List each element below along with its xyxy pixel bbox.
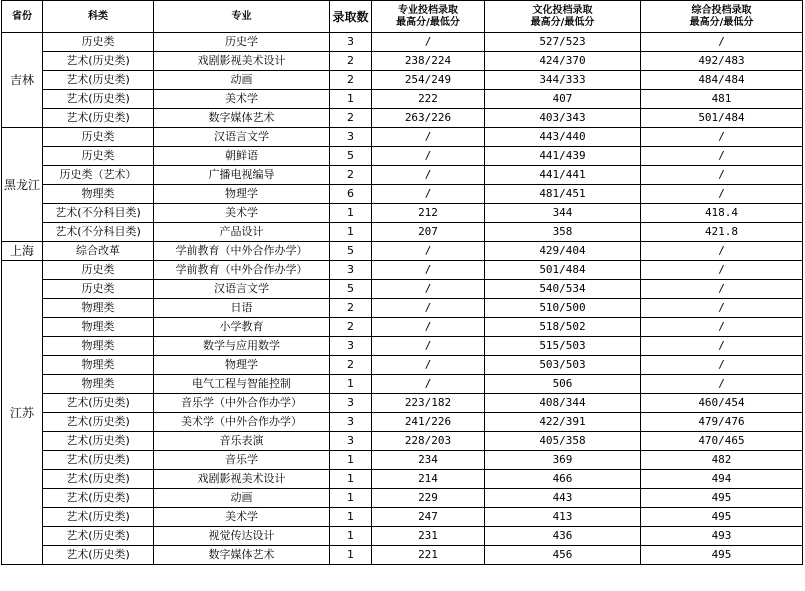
cell-category: 物理类 bbox=[43, 337, 154, 356]
cell-cultural-score: 510/500 bbox=[485, 299, 641, 318]
cell-category: 艺术(历史类) bbox=[43, 109, 154, 128]
table-row bbox=[2, 166, 803, 185]
cell-professional-score: 214 bbox=[372, 470, 485, 489]
cell-category: 艺术(历史类) bbox=[43, 394, 154, 413]
table-row bbox=[2, 299, 803, 318]
cell-major: 音乐学 bbox=[154, 451, 330, 470]
cell-comprehensive-score: 470/465 bbox=[641, 432, 803, 451]
table-row bbox=[2, 432, 803, 451]
cell-professional-score: 254/249 bbox=[372, 71, 485, 90]
cell-count: 1 bbox=[330, 527, 372, 546]
cell-cultural-score: 503/503 bbox=[485, 356, 641, 375]
cell-major: 音乐表演 bbox=[154, 432, 330, 451]
table-row bbox=[2, 413, 803, 432]
cell-count: 3 bbox=[330, 432, 372, 451]
cell-province: 江苏 bbox=[2, 261, 43, 565]
cell-category: 艺术(历史类) bbox=[43, 508, 154, 527]
cell-cultural-score: 481/451 bbox=[485, 185, 641, 204]
cell-category: 艺术(历史类) bbox=[43, 489, 154, 508]
cell-professional-score: 207 bbox=[372, 223, 485, 242]
cell-professional-score: / bbox=[372, 261, 485, 280]
cell-count: 2 bbox=[330, 356, 372, 375]
cell-major: 汉语言文学 bbox=[154, 128, 330, 147]
cell-cultural-score: 424/370 bbox=[485, 52, 641, 71]
table-row bbox=[2, 318, 803, 337]
table-row bbox=[2, 52, 803, 71]
cell-professional-score: 234 bbox=[372, 451, 485, 470]
cell-cultural-score: 408/344 bbox=[485, 394, 641, 413]
cell-cultural-score: 344/333 bbox=[485, 71, 641, 90]
cell-major: 戏剧影视美术设计 bbox=[154, 52, 330, 71]
cell-professional-score: 221 bbox=[372, 546, 485, 565]
table-row bbox=[2, 261, 803, 280]
cell-major: 小学教育 bbox=[154, 318, 330, 337]
cell-category: 艺术(不分科目类) bbox=[43, 204, 154, 223]
table-row bbox=[2, 33, 803, 52]
header-comprehensive-score: 综合投档录取 最高分/最低分 bbox=[641, 1, 803, 33]
cell-category: 艺术(历史类) bbox=[43, 413, 154, 432]
cell-comprehensive-score: / bbox=[641, 185, 803, 204]
cell-count: 3 bbox=[330, 394, 372, 413]
cell-count: 5 bbox=[330, 280, 372, 299]
cell-major: 戏剧影视美术设计 bbox=[154, 470, 330, 489]
cell-cultural-score: 344 bbox=[485, 204, 641, 223]
cell-cultural-score: 413 bbox=[485, 508, 641, 527]
cell-category: 历史类（艺术） bbox=[43, 166, 154, 185]
cell-professional-score: / bbox=[372, 33, 485, 52]
cell-category: 历史类 bbox=[43, 280, 154, 299]
cell-professional-score: / bbox=[372, 166, 485, 185]
cell-count: 1 bbox=[330, 451, 372, 470]
cell-cultural-score: 422/391 bbox=[485, 413, 641, 432]
table-row bbox=[2, 337, 803, 356]
cell-category: 物理类 bbox=[43, 299, 154, 318]
table-row bbox=[2, 185, 803, 204]
cell-category: 历史类 bbox=[43, 33, 154, 52]
cell-count: 2 bbox=[330, 52, 372, 71]
table-row bbox=[2, 90, 803, 109]
table-row bbox=[2, 375, 803, 394]
cell-major: 电气工程与智能控制 bbox=[154, 375, 330, 394]
cell-professional-score: 231 bbox=[372, 527, 485, 546]
cell-professional-score: / bbox=[372, 242, 485, 261]
cell-major: 物理学 bbox=[154, 356, 330, 375]
cell-category: 物理类 bbox=[43, 318, 154, 337]
cell-major: 历史学 bbox=[154, 33, 330, 52]
table-row bbox=[2, 546, 803, 565]
cell-cultural-score: 456 bbox=[485, 546, 641, 565]
cell-count: 1 bbox=[330, 508, 372, 527]
cell-professional-score: 241/226 bbox=[372, 413, 485, 432]
cell-category: 艺术(不分科目类) bbox=[43, 223, 154, 242]
cell-comprehensive-score: 484/484 bbox=[641, 71, 803, 90]
cell-province: 黑龙江 bbox=[2, 128, 43, 242]
table-row bbox=[2, 147, 803, 166]
header-count: 录取数 bbox=[330, 1, 372, 33]
cell-cultural-score: 527/523 bbox=[485, 33, 641, 52]
cell-category: 艺术(历史类) bbox=[43, 470, 154, 489]
header-province: 省份 bbox=[2, 1, 43, 33]
cell-count: 6 bbox=[330, 185, 372, 204]
cell-professional-score: 238/224 bbox=[372, 52, 485, 71]
cell-major: 数字媒体艺术 bbox=[154, 546, 330, 565]
cell-comprehensive-score: / bbox=[641, 337, 803, 356]
table-row bbox=[2, 489, 803, 508]
cell-comprehensive-score: 482 bbox=[641, 451, 803, 470]
cell-major: 动画 bbox=[154, 489, 330, 508]
cell-cultural-score: 403/343 bbox=[485, 109, 641, 128]
cell-cultural-score: 518/502 bbox=[485, 318, 641, 337]
cell-category: 物理类 bbox=[43, 356, 154, 375]
table-row bbox=[2, 527, 803, 546]
cell-cultural-score: 429/404 bbox=[485, 242, 641, 261]
cell-category: 艺术(历史类) bbox=[43, 71, 154, 90]
cell-category: 艺术(历史类) bbox=[43, 90, 154, 109]
cell-count: 3 bbox=[330, 413, 372, 432]
cell-cultural-score: 407 bbox=[485, 90, 641, 109]
cell-comprehensive-score: 495 bbox=[641, 489, 803, 508]
table-body bbox=[2, 33, 803, 565]
cell-category: 艺术(历史类) bbox=[43, 52, 154, 71]
header-row bbox=[2, 1, 803, 33]
cell-cultural-score: 443 bbox=[485, 489, 641, 508]
cell-count: 2 bbox=[330, 109, 372, 128]
cell-professional-score: / bbox=[372, 318, 485, 337]
header-professional-score: 专业投档录取 最高分/最低分 bbox=[372, 1, 485, 33]
cell-comprehensive-score: / bbox=[641, 299, 803, 318]
header-cultural-score: 文化投档录取 最高分/最低分 bbox=[485, 1, 641, 33]
cell-major: 汉语言文学 bbox=[154, 280, 330, 299]
cell-comprehensive-score: 421.8 bbox=[641, 223, 803, 242]
cell-professional-score: / bbox=[372, 337, 485, 356]
cell-comprehensive-score: / bbox=[641, 280, 803, 299]
cell-count: 1 bbox=[330, 223, 372, 242]
cell-professional-score: 229 bbox=[372, 489, 485, 508]
cell-count: 2 bbox=[330, 71, 372, 90]
cell-cultural-score: 441/441 bbox=[485, 166, 641, 185]
cell-comprehensive-score: / bbox=[641, 33, 803, 52]
cell-category: 综合改革 bbox=[43, 242, 154, 261]
cell-professional-score: 263/226 bbox=[372, 109, 485, 128]
cell-cultural-score: 466 bbox=[485, 470, 641, 489]
cell-professional-score: / bbox=[372, 375, 485, 394]
cell-cultural-score: 540/534 bbox=[485, 280, 641, 299]
cell-comprehensive-score: / bbox=[641, 242, 803, 261]
cell-count: 3 bbox=[330, 337, 372, 356]
cell-major: 产品设计 bbox=[154, 223, 330, 242]
cell-professional-score: / bbox=[372, 299, 485, 318]
cell-cultural-score: 358 bbox=[485, 223, 641, 242]
cell-professional-score: / bbox=[372, 280, 485, 299]
cell-count: 2 bbox=[330, 166, 372, 185]
cell-professional-score: / bbox=[372, 185, 485, 204]
table-row bbox=[2, 394, 803, 413]
cell-comprehensive-score: / bbox=[641, 356, 803, 375]
cell-category: 物理类 bbox=[43, 375, 154, 394]
cell-major: 朝鲜语 bbox=[154, 147, 330, 166]
cell-major: 音乐学（中外合作办学） bbox=[154, 394, 330, 413]
cell-count: 2 bbox=[330, 318, 372, 337]
cell-professional-score: / bbox=[372, 128, 485, 147]
cell-category: 历史类 bbox=[43, 147, 154, 166]
table-row bbox=[2, 356, 803, 375]
cell-count: 1 bbox=[330, 375, 372, 394]
table-row bbox=[2, 508, 803, 527]
table-row bbox=[2, 280, 803, 299]
cell-major: 学前教育（中外合作办学） bbox=[154, 261, 330, 280]
cell-comprehensive-score: 493 bbox=[641, 527, 803, 546]
cell-comprehensive-score: 495 bbox=[641, 546, 803, 565]
cell-professional-score: 212 bbox=[372, 204, 485, 223]
header-major: 专业 bbox=[154, 1, 330, 33]
cell-professional-score: 222 bbox=[372, 90, 485, 109]
cell-professional-score: 228/203 bbox=[372, 432, 485, 451]
cell-category: 艺术(历史类) bbox=[43, 546, 154, 565]
cell-professional-score: 223/182 bbox=[372, 394, 485, 413]
cell-comprehensive-score: / bbox=[641, 166, 803, 185]
cell-comprehensive-score: / bbox=[641, 261, 803, 280]
cell-major: 美术学 bbox=[154, 90, 330, 109]
cell-comprehensive-score: / bbox=[641, 375, 803, 394]
cell-cultural-score: 506 bbox=[485, 375, 641, 394]
cell-comprehensive-score: / bbox=[641, 128, 803, 147]
cell-count: 1 bbox=[330, 546, 372, 565]
table-row bbox=[2, 470, 803, 489]
cell-comprehensive-score: 501/484 bbox=[641, 109, 803, 128]
cell-province: 上海 bbox=[2, 242, 43, 261]
cell-count: 3 bbox=[330, 128, 372, 147]
cell-cultural-score: 369 bbox=[485, 451, 641, 470]
cell-comprehensive-score: 495 bbox=[641, 508, 803, 527]
cell-major: 动画 bbox=[154, 71, 330, 90]
cell-cultural-score: 405/358 bbox=[485, 432, 641, 451]
cell-cultural-score: 436 bbox=[485, 527, 641, 546]
cell-major: 美术学 bbox=[154, 204, 330, 223]
cell-comprehensive-score: / bbox=[641, 147, 803, 166]
header-category: 科类 bbox=[43, 1, 154, 33]
cell-comprehensive-score: 460/454 bbox=[641, 394, 803, 413]
cell-category: 艺术(历史类) bbox=[43, 432, 154, 451]
table-row bbox=[2, 451, 803, 470]
admission-table bbox=[1, 0, 803, 565]
cell-count: 5 bbox=[330, 242, 372, 261]
cell-comprehensive-score: / bbox=[641, 318, 803, 337]
cell-major: 美术学 bbox=[154, 508, 330, 527]
table-row bbox=[2, 242, 803, 261]
cell-comprehensive-score: 492/483 bbox=[641, 52, 803, 71]
cell-comprehensive-score: 481 bbox=[641, 90, 803, 109]
cell-count: 5 bbox=[330, 147, 372, 166]
cell-major: 视觉传达设计 bbox=[154, 527, 330, 546]
cell-major: 物理学 bbox=[154, 185, 330, 204]
cell-comprehensive-score: 418.4 bbox=[641, 204, 803, 223]
table-row bbox=[2, 71, 803, 90]
cell-cultural-score: 501/484 bbox=[485, 261, 641, 280]
cell-count: 1 bbox=[330, 470, 372, 489]
cell-count: 2 bbox=[330, 299, 372, 318]
table-row bbox=[2, 109, 803, 128]
cell-major: 数学与应用数学 bbox=[154, 337, 330, 356]
cell-category: 艺术(历史类) bbox=[43, 527, 154, 546]
cell-major: 日语 bbox=[154, 299, 330, 318]
cell-cultural-score: 441/439 bbox=[485, 147, 641, 166]
cell-count: 1 bbox=[330, 90, 372, 109]
cell-category: 艺术(历史类) bbox=[43, 451, 154, 470]
cell-cultural-score: 443/440 bbox=[485, 128, 641, 147]
cell-count: 1 bbox=[330, 204, 372, 223]
table-row bbox=[2, 204, 803, 223]
cell-count: 1 bbox=[330, 489, 372, 508]
cell-category: 历史类 bbox=[43, 128, 154, 147]
cell-professional-score: / bbox=[372, 147, 485, 166]
cell-count: 3 bbox=[330, 33, 372, 52]
cell-cultural-score: 515/503 bbox=[485, 337, 641, 356]
cell-category: 历史类 bbox=[43, 261, 154, 280]
cell-province: 吉林 bbox=[2, 33, 43, 128]
cell-professional-score: / bbox=[372, 356, 485, 375]
cell-comprehensive-score: 479/476 bbox=[641, 413, 803, 432]
cell-major: 广播电视编导 bbox=[154, 166, 330, 185]
cell-major: 数字媒体艺术 bbox=[154, 109, 330, 128]
cell-category: 物理类 bbox=[43, 185, 154, 204]
table-row bbox=[2, 223, 803, 242]
cell-major: 学前教育（中外合作办学） bbox=[154, 242, 330, 261]
cell-major: 美术学（中外合作办学） bbox=[154, 413, 330, 432]
table-row bbox=[2, 128, 803, 147]
cell-count: 3 bbox=[330, 261, 372, 280]
cell-comprehensive-score: 494 bbox=[641, 470, 803, 489]
cell-professional-score: 247 bbox=[372, 508, 485, 527]
